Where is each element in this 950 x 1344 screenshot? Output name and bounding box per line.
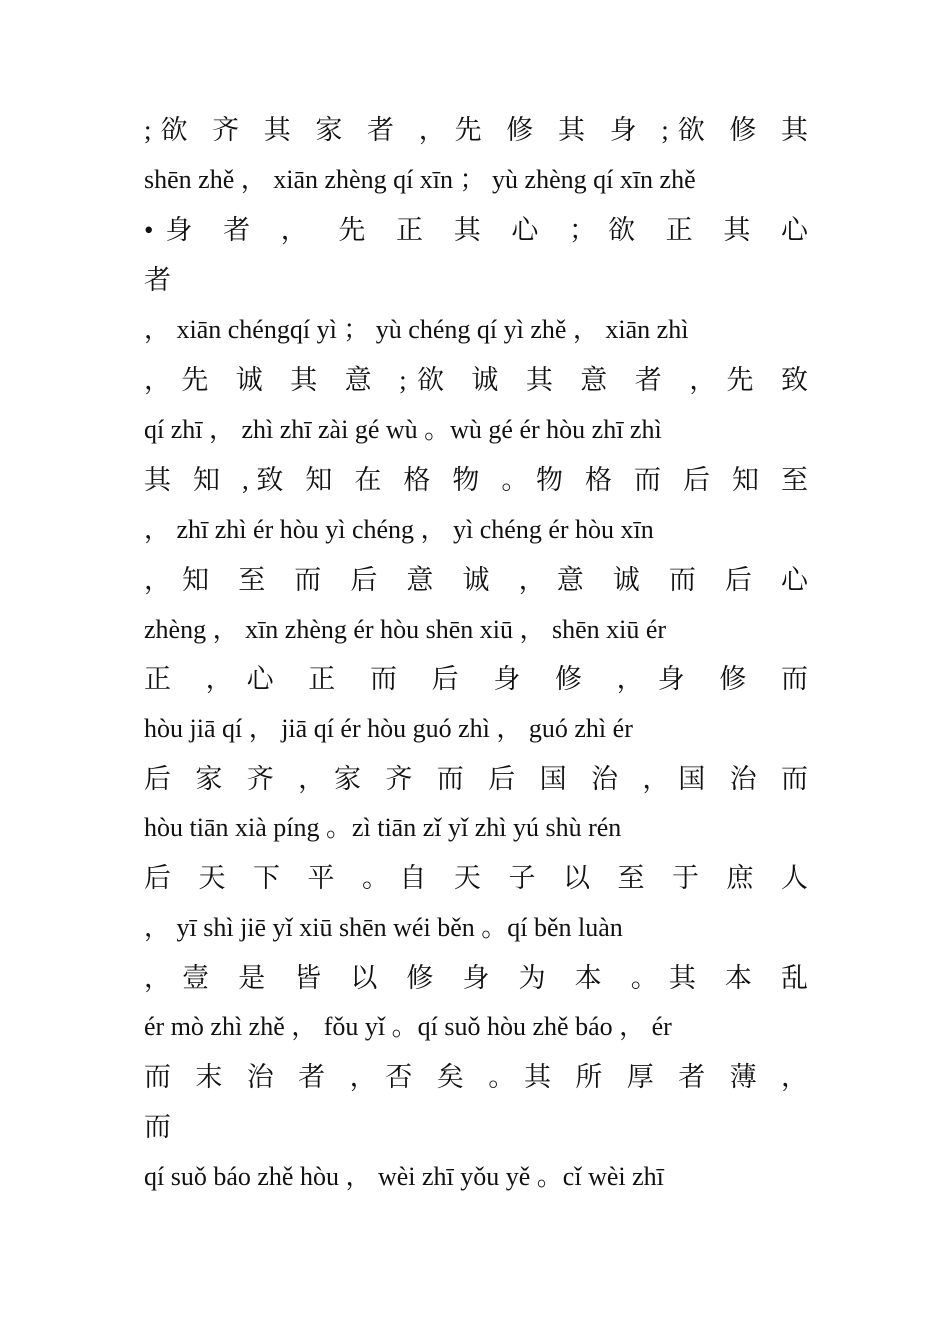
text-line-hanzi: 而 — [144, 1112, 171, 1142]
text-line-pinyin: ， xiān chéngqí yì ； yù chéng qí yì zhě ， xiān zhì — [144, 315, 689, 344]
text-line-hanzi: 而 末 治 者 ，否 矣 。其 所 厚 者 薄 ， — [144, 1062, 808, 1092]
text-line-hanzi: 后 家 齐 ，家 齐 而 后 国 治 ，国 治 而 — [144, 764, 808, 794]
text-line-pinyin: zhèng ， xīn zhèng ér hòu shēn xiū ， shēn xiū ér — [144, 615, 667, 644]
text-line-hanzi: •身 者 ， 先 正 其 心 ；欲 正 其 心 — [144, 215, 808, 245]
text-line-pinyin: hòu jiā qí ， jiā qí ér hòu guó zhì ， guó zhì ér — [144, 714, 633, 743]
text-line-hanzi: 后 天 下 平 。自 天 子 以 至 于 庶 人 — [144, 863, 808, 893]
text-line-hanzi: 其 知 ,致 知 在 格 物 。物 格 而 后 知 至 — [144, 465, 808, 495]
text-line-hanzi: 正 ，心 正 而 后 身 修 ，身 修 而 — [144, 664, 808, 694]
text-line-hanzi: ;欲 齐 其 家 者 ，先 修 其 身 ;欲 修 其 — [144, 115, 808, 145]
text-line-hanzi: ，壹 是 皆 以 修 身 为 本 。其 本 乱 — [144, 963, 808, 993]
text-line-pinyin: ， yī shì jiē yǐ xiū shēn wéi běn 。qí běn luàn — [144, 913, 623, 942]
text-line-hanzi: 者 — [144, 265, 171, 295]
text-line-pinyin: ， zhī zhì ér hòu yì chéng ， yì chéng ér hòu xīn — [144, 515, 654, 544]
text-line-hanzi: ，知 至 而 后 意 诚 ，意 诚 而 后 心 — [144, 565, 808, 595]
text-line-pinyin: shēn zhě ， xiān zhèng qí xīn ； yù zhèng qí xīn zhě — [144, 165, 696, 194]
text-line-pinyin: qí suǒ báo zhě hòu ， wèi zhī yǒu yě 。cǐ wèi zhī — [144, 1162, 664, 1191]
text-line-pinyin: qí zhī ， zhì zhī zài gé wù 。wù gé ér hòu zhī zhì — [144, 415, 662, 444]
text-line-hanzi: ，先 诚 其 意 ;欲 诚 其 意 者 ，先 致 — [144, 365, 808, 395]
text-line-pinyin: ér mò zhì zhě ， fǒu yǐ 。qí suǒ hòu zhě báo ， ér — [144, 1012, 672, 1041]
text-line-pinyin: hòu tiān xià píng 。zì tiān zǐ yǐ zhì yú shù rén — [144, 813, 622, 842]
